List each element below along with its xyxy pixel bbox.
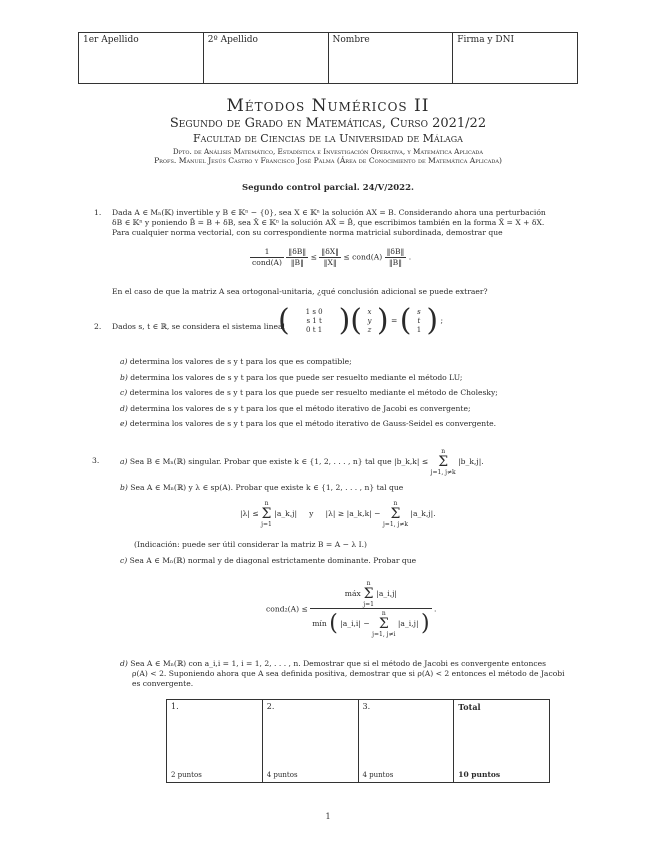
- q3b-sum2-top: n: [393, 500, 398, 507]
- q3a-sum-top: n: [441, 448, 446, 455]
- q3b-hint: (Indicación: puede ser útil considerar la matriz B = A − λ I.): [134, 540, 367, 549]
- q2-item-label: e): [120, 419, 128, 428]
- q1-eq-leq1: ≤: [310, 252, 317, 262]
- q2-intro: Dados s, t ∈ ℝ, se considera el sistema lineal: [112, 322, 285, 331]
- score-cell-1[interactable]: [167, 700, 263, 783]
- q2-matrix-row: s 1 t: [306, 316, 322, 325]
- q3c-num-max: máx: [344, 589, 361, 598]
- q2-vec-x: z: [367, 325, 372, 334]
- q3b-sum1-top: n: [264, 500, 269, 507]
- q3c-num-term: |a_i,j|: [376, 589, 397, 598]
- q1-eq-db2: ‖δB‖: [386, 247, 405, 256]
- q1-eq-end: .: [408, 252, 412, 262]
- q3c-num-sum-bottom: j=1: [363, 601, 374, 608]
- q1-eq-one: 1: [250, 247, 284, 258]
- professors-line: Profs. Manuel Jesús Castro y Francisco José Palma (Área de Conocimiento de Matemática Aplicada): [154, 156, 502, 165]
- q3a: a) Sea B ∈ Mₙ(ℝ) singular. Probar que existe k ∈ {1, 2, . . . , n} tal que |b_k,k| ≤ n Σ j=1, j≠k |b_k,j|.: [120, 448, 484, 476]
- q3a-end: |b_k,j|.: [458, 457, 484, 466]
- q3b-equation: |λ| ≤ n Σ j=1 |a_k,j| y |λ| ≥ |a_k,k| − n Σ j=1, j≠k |a_k,j|.: [240, 500, 436, 528]
- q2-item-label: d): [120, 403, 128, 413]
- q2-item-label: a): [120, 357, 128, 366]
- score-points: 2 puntos: [171, 771, 202, 779]
- q2-item: [120, 354, 580, 370]
- q2-item: [120, 416, 580, 432]
- q3a-text: Sea B ∈ Mₙ(ℝ) singular. Probar que existe k ∈ {1, 2, . . . , n} tal que |b_k,k| ≤: [129, 457, 429, 466]
- exam-title: Métodos Numéricos II: [226, 96, 430, 116]
- q3b-sum2-bottom: j=1, j≠k: [382, 521, 408, 528]
- q2-item-text: determina los valores de s y t para los que puede ser resuelto mediante el método LU;: [130, 372, 463, 382]
- faculty-line: Facultad de Ciencias de la Universidad de Málaga: [193, 132, 463, 145]
- score-label: Total: [458, 702, 481, 712]
- q3b-eq2-end: |a_k,j|.: [410, 509, 436, 518]
- q3b-y: y: [309, 509, 314, 518]
- q1-number: 1.: [94, 208, 102, 217]
- q3c-num-sum-top: n: [366, 580, 371, 587]
- department-line: Dpto. de Análisis Matemático, Estadística e Investigación Operativa, y Matemática Aplicada: [172, 147, 484, 156]
- q1-equation: [250, 247, 470, 268]
- q2-vec-x: x: [367, 307, 372, 316]
- q3a-label: a): [120, 457, 128, 466]
- q2-item-text: determina los valores de s y t para los que puede ser resuelto mediante el método de Cholesky;: [129, 388, 498, 397]
- q1-text: [112, 208, 582, 238]
- score-table: [166, 699, 550, 783]
- q2-item: [120, 370, 580, 386]
- q2-end: ;: [440, 316, 444, 325]
- q2-matrix-row: 1 s 0: [305, 307, 323, 316]
- q1-eq-x: ‖X‖: [323, 258, 337, 267]
- score-cell-total[interactable]: [454, 700, 550, 783]
- exam-subtitle: Segundo control parcial. 24/V/2022.: [242, 183, 414, 193]
- q3-number: 3.: [92, 456, 100, 465]
- page-number: 1: [325, 812, 331, 821]
- score-points: 4 puntos: [266, 771, 298, 779]
- q2-item-label: b): [120, 372, 128, 382]
- q3b-sum1-bottom: j=1: [261, 521, 272, 528]
- q3d-line3: es convergente.: [132, 679, 194, 688]
- q2-item: [120, 385, 580, 401]
- q2-item-label: c): [120, 388, 128, 397]
- q2-system: ( 1 s 0 s 1 t 0 t 1 )( x y z ) = ( s t 1 ) ;: [278, 303, 444, 338]
- q3b-eq1: |λ| ≤: [240, 509, 259, 518]
- q3b-eq2: |λ| ≥ |a_k,k| −: [325, 509, 381, 518]
- q1-eq-b2: ‖B‖: [388, 258, 403, 267]
- q3d-label: d): [120, 659, 128, 668]
- q1-followup: En el caso de que la matriz A sea ortogonal-unitaria, ¿qué conclusión adicional se puede extraer?: [112, 287, 488, 296]
- q2-item-text: determina los valores de s y t para los que es compatible;: [129, 357, 352, 366]
- q3c-lhs: cond₂(A) ≤: [266, 604, 308, 614]
- q2-number: 2.: [94, 322, 102, 331]
- q1-line1: Dada A ∈ Mₙ(𝕂) invertible y B ∈ 𝕂ⁿ − {0}, sea X ∈ 𝕂ⁿ la solución AX = B. Considerando ahora una perturbación: [112, 208, 546, 217]
- q2-item-text: determina los valores de s y t para los que el método iterativo de Jacobi es convergente;: [130, 403, 471, 413]
- name-field[interactable]: Nombre: [328, 33, 453, 84]
- score-points: 10 puntos: [458, 770, 501, 779]
- q3c-den-sum-top: n: [381, 610, 386, 617]
- q2-vec-x: y: [367, 316, 372, 325]
- q3c: [120, 556, 580, 566]
- q1-eq-cond: cond(A): [252, 258, 282, 267]
- q3b-text: Sea A ∈ Mₙ(ℝ) y λ ∈ sp(A). Probar que existe k ∈ {1, 2, . . . , n} tal que: [130, 483, 404, 492]
- q3c-equation: cond₂(A) ≤ máx n Σ j=1 |a_i,j| mín ( |a_i,i| − n Σ j=1, j≠i |a_i,j| ) .: [266, 580, 437, 638]
- q2-vec-b: 1: [416, 325, 422, 334]
- q3c-den-term2: |a_i,j|: [397, 619, 419, 628]
- q2-eq-sign: =: [390, 316, 398, 325]
- q3b-label: b): [120, 483, 128, 492]
- course-line: Segundo de Grado en Matemáticas, Curso 2021/22: [169, 116, 487, 131]
- q3c-den-sum-bottom: j=1, j≠i: [372, 631, 396, 638]
- q3c-end: .: [433, 604, 437, 614]
- q3c-text: Sea A ∈ Mₙ(ℝ) normal y de diagonal estrictamente dominante. Probar que: [129, 556, 417, 565]
- q1-eq-leq2: ≤ cond(A): [343, 252, 383, 262]
- q3c-label: c): [120, 556, 128, 565]
- score-label: 2.: [266, 702, 275, 711]
- q1-line2: δB ∈ 𝕂ⁿ y poniendo B̂ = B + δB, sea X̂ ∈ 𝕂ⁿ la solución AX̂ = B̂, que escribimos también en la forma X̂ = X + δX.: [112, 218, 545, 227]
- surname2-field[interactable]: 2º Apellido: [203, 33, 328, 84]
- q1-eq-b: ‖B‖: [290, 258, 304, 267]
- score-cell-2[interactable]: [262, 700, 358, 783]
- q3a-sum-bottom: j=1, j≠k: [430, 469, 456, 476]
- q3d: [120, 659, 580, 689]
- q3c-den-min: mín: [312, 619, 327, 628]
- q2-items: [120, 354, 580, 432]
- student-info-table: [78, 32, 578, 84]
- q2-matrix-row: 0 t 1: [306, 325, 323, 334]
- score-points: 4 puntos: [362, 771, 394, 779]
- score-cell-3[interactable]: [358, 700, 454, 783]
- score-label: 1.: [171, 702, 179, 711]
- q1-eq-db: ‖δB‖: [288, 247, 307, 256]
- q2-item: [120, 401, 580, 417]
- signature-field[interactable]: Firma y DNI: [453, 33, 578, 84]
- q3c-den-term1: |a_i,i| −: [340, 619, 370, 628]
- q2-vec-b: s: [417, 307, 421, 316]
- q1-eq-dx: ‖δX‖: [321, 247, 339, 256]
- q3b-eq1-end: |a_k,j|: [274, 509, 298, 518]
- q2-vec-b: t: [417, 316, 421, 325]
- q3d-line2: ρ(A) < 2. Suponiendo ahora que A sea definida positiva, demostrar que si ρ(A) < 2 entonces el método de Jacobi: [132, 669, 565, 678]
- surname1-field[interactable]: 1er Apellido: [79, 33, 204, 84]
- q3b: [120, 483, 580, 493]
- q3d-line1: Sea A ∈ Mₙ(ℝ) con a_i,i = 1, i = 1, 2, . . . , n. Demostrar que si el método de Jacobi es convergente entonces: [130, 659, 547, 668]
- q2-item-text: determina los valores de s y t para los que el método iterativo de Gauss-Seidel es convergente.: [129, 419, 497, 428]
- q1-line3: Para cualquier norma vectorial, con su correspondiente norma matricial subordinada, demostrar que: [112, 228, 503, 237]
- score-label: 3.: [362, 702, 371, 711]
